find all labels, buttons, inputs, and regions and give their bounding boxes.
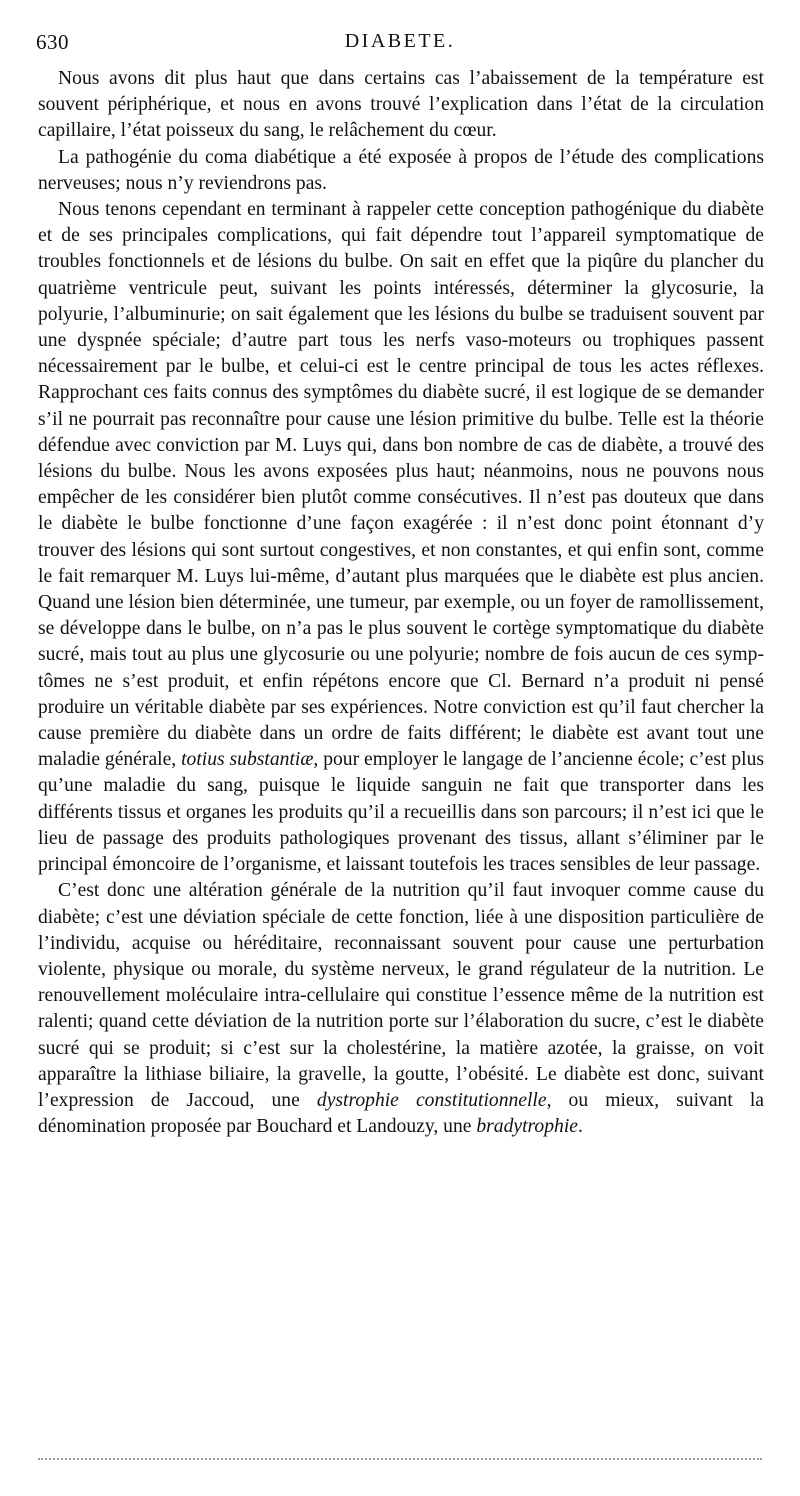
italic-phrase: bradytrophie [476, 1116, 578, 1138]
italic-phrase: totius substantiæ [181, 749, 314, 771]
paragraph [38, 145, 764, 197]
paragraph [38, 878, 764, 1140]
running-head [36, 30, 764, 56]
page-number: 630 [36, 30, 69, 54]
text-run: , pour employer le langage de l’ancienne école; c’est plus qu’une maladie du sang, puisque le liquide sanguin ne fait que transporter dans les différents tissus et organes les produits qu’il a recueillis dans son parcours; il n’est ici que le lieu de passage des produits pathologiques provenant des tissus, allant s’éliminer par le principal émoncoire de l’organisme, et laissant toutefois les traces sensibles de leur passage. [38, 749, 765, 876]
text-run: . [577, 1116, 583, 1138]
body-text [38, 66, 764, 1140]
text-run: La pathogénie du coma diabétique a été exposée à propos de l’étude des complications nerveuses; nous n’y reviendrons pas. [38, 146, 764, 194]
text-run: Nous avons dit plus haut que dans certains cas l’abaissement de la température est souvent périphérique, et nous en avons trouvé l’explication dans l’état de la circulation capillaire, l’état poisseux du sang, le relâchement du cœur. [38, 68, 764, 142]
running-title: DIABETE. [344, 30, 456, 52]
text-run: , ou mieux, suivant la dénomination proposée par Bouchard et Landouzy, une [38, 1089, 765, 1138]
paragraph [38, 66, 764, 145]
italic-phrase: dystrophie constitutionnelle [316, 1089, 547, 1111]
paragraph [38, 197, 764, 878]
text-run: C’est donc une altération générale de la nutrition qu’il faut invoquer comme cause du diabète; c’est une déviation spéciale de cette fonction, liée à une disposition particulière de l’individu, acquise ou héréditaire, reconnaissant souvent pour cause une perturbation violente, physique ou morale, du système nerveux, le grand régulateur de la nutrition. Le renouvellement moléculaire intra-cellulaire qui constitue l’essence même de la nutrition est ralenti; quand cette déviation de la nutrition porte sur l’élaboration du sucre, c’est le diabète sucré qui se produit; si c’est sur la cholestérine, la matière azotée, la graisse, on voit apparaître la lithiase biliaire, la gravelle, la goutte, l’obésité. Le diabète est donc, suivant l’expression de Jaccoud, une [38, 880, 764, 1111]
footer-dotted-rule [38, 1458, 762, 1460]
text-run: Nous tenons cependant en terminant à rappeler cette conception pathogénique du diabète et de ses principales complications, qui fait dépendre tout l’appareil symptomatique de troubles fonctionnels et de lésions du bulbe. On sait en effet que la piqûre du plancher du quatrième ventricule peut, suivant les points intéressés, déterminer la glycosurie, la polyurie, l’albuminurie; on sait également que les lésions du bulbe se traduisent souvent par une dyspnée spéciale; d’autre part tous les nerfs vaso-moteurs ou trophiques passent nécessairement par le bulbe, et celui-ci est le centre principal de tous les actes réflexes. Rapprochant ces faits connus des symptômes du diabète sucré, il est logique de se demander s’il ne pourrait pas reconnaître pour cause une lésion primitive du bulbe. Telle est la théorie défendue avec conviction par M. Luys qui, dans bon nombre de cas de diabète, a trouvé des lésions du bulbe. Nous les avons exposées plus haut; néanmoins, nous ne pouvons nous empêcher de les considérer bien plutôt comme consécutives. Il n’est pas douteux que dans le diabète le bulbe fonctionne d’une façon exagérée : il n’est donc point étonnant d’y trouver des lésions qui sont surtout congestives, et non constantes, et qui enfin sont, comme le fait remarquer M. Luys lui-même, d’autant plus marquées que le diabète est plus ancien. Quand une lésion bien déterminée, une tumeur, par exemple, ou un foyer de ramollissement, se développe dans le bulbe, on n’a pas le plus souvent le cortège symptomatique du diabète sucré, mais tout au plus une glycosurie ou une polyurie; nombre de fois aucun de ces symptômes ne s’est produit, et enfin répétons encore que Cl. Bernard n’a produit ni pensé produire un véritable diabète par ses expériences. Notre conviction est qu’il faut chercher la cause première du diabète dans un ordre de faits différent; le diabète est avant tout une maladie générale, [38, 199, 764, 771]
